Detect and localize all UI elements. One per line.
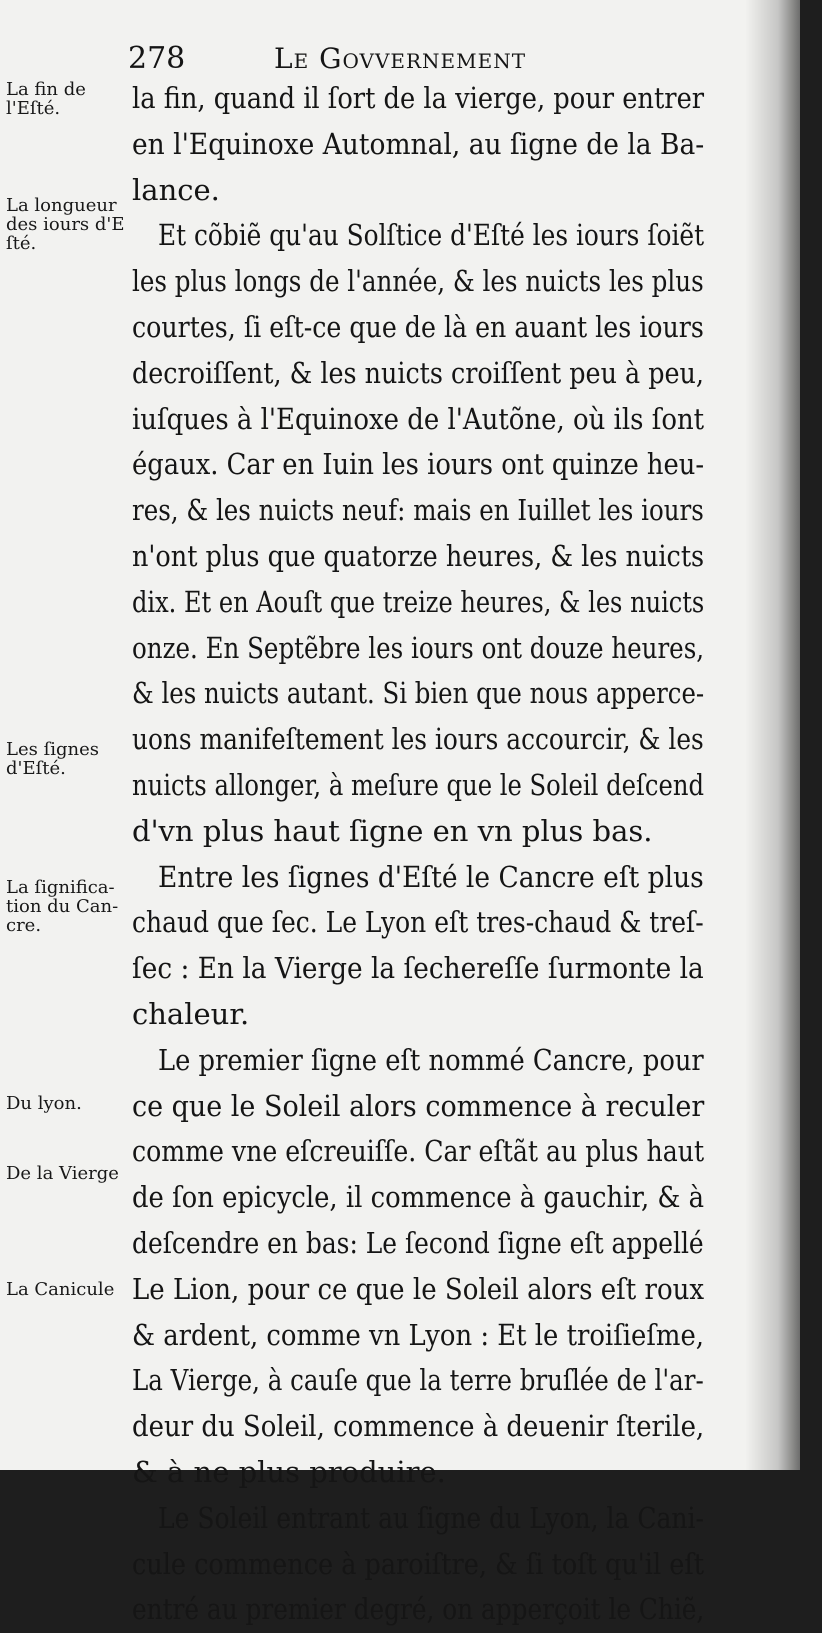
text-line: iuſques à l'Equinoxe de l'Autõne, où ils ſont	[132, 401, 705, 436]
text-line: onze. En Septẽbre les iours ont douze heures,	[132, 630, 705, 665]
text-line: lance.	[132, 172, 220, 207]
margin-note-line: l'Eſté.	[6, 98, 61, 119]
margin-note-line: Les ſignes	[6, 739, 99, 760]
text-line: Entre les ſignes d'Eſté le Cancre eſt plus	[158, 859, 704, 894]
page-number: 278	[128, 41, 186, 76]
text-line: chaud que ſec. Le Lyon eſt tres-chaud & treſ-	[132, 905, 704, 940]
text-line: & à ne plus produire.	[132, 1454, 446, 1489]
margin-note-line: d'Eſté.	[6, 758, 66, 779]
text-line: Le premier ſigne eſt nommé Cancre, pour	[158, 1042, 704, 1077]
margin-note-line: La Canicule	[6, 1279, 115, 1300]
text-line: d'vn plus haut ſigne en vn plus bas.	[132, 813, 653, 848]
margin-note-canicule	[6, 1280, 130, 1299]
text-line: comme vne eſcreuiſſe. Car eſtãt au plus haut	[132, 1134, 705, 1169]
text-line: nuicts allonger, à meſure que le Soleil deſcend	[132, 767, 704, 802]
margin-note-longueur-iours	[6, 196, 130, 253]
text-line: la fin, quand il ſort de la vierge, pour entrer	[132, 81, 705, 115]
text-line: res, & les nuicts neuf: mais en Iuillet les iours	[132, 493, 704, 528]
margin-note-line: La longueur	[6, 195, 117, 216]
text-line: deur du Soleil, commence à deuenir ſterile,	[132, 1409, 705, 1444]
margin-note-line: ſté.	[6, 233, 37, 254]
text-line: decroiſſent, & les nuicts croiſſent peu à peu,	[132, 355, 704, 390]
margin-note-line: tion du Can-	[6, 896, 119, 917]
text-line: deſcendre en bas: Le ſecond ſigne eſt appellé	[132, 1225, 704, 1260]
text-line: ce que le Soleil alors commence à reculer	[132, 1088, 705, 1123]
margin-notes	[6, 0, 130, 1470]
text-line: La Vierge, à cauſe que la terre bruſlée de l'ar-	[132, 1363, 704, 1398]
margin-note-line: La ſignifica-	[6, 877, 115, 898]
running-head: Le Govvernement	[274, 42, 527, 75]
main-text-block	[132, 76, 712, 1633]
text-line: dix. Et en Aouſt que treize heures, & les nuicts	[132, 584, 705, 619]
margin-note-de-la-vierge	[6, 1164, 130, 1183]
margin-note-signes-este	[6, 740, 130, 778]
text-line: & les nuicts autant. Si bien que nous apperce-	[132, 676, 705, 711]
margin-note-line: cre.	[6, 915, 42, 936]
margin-note-line: De la Vierge	[6, 1163, 119, 1184]
text-line: Et cõbiẽ qu'au Solſtice d'Eſté les iours ſoiẽt	[158, 218, 705, 253]
margin-note-du-lyon	[6, 1094, 130, 1113]
text-line: courtes, ſi eſt-ce que de là en auant les iours	[132, 309, 704, 344]
text-line: de ſon epicycle, il commence à gauchir, & à	[132, 1180, 705, 1215]
text-line: uons manifeſtement les iours accourcir, & les	[132, 722, 704, 757]
text-line: entré au premier degré, on apperçoit le Chiẽ,	[132, 1592, 705, 1627]
text-line: égaux. Car en Iuin les iours ont quinze heu-	[132, 447, 705, 482]
text-line: chaleur.	[132, 996, 250, 1031]
margin-note-line: des iours d'E	[6, 214, 125, 235]
margin-note-signification-cancre	[6, 878, 130, 935]
text-line: n'ont plus que quatorze heures, & les nuicts	[132, 538, 705, 573]
margin-note-line: La fin de	[6, 79, 86, 100]
margin-note-fin-este	[6, 80, 130, 118]
text-line: & ardent, comme vn Lyon : Et le troiſieſme,	[132, 1317, 704, 1352]
text-line: ſec : En la Vierge la ſechereſſe ſurmonte la	[132, 951, 704, 986]
text-line: cule commence à paroiſtre, & ſi toſt qu'il eſt	[132, 1546, 705, 1581]
margin-note-line: Du lyon.	[6, 1093, 82, 1114]
text-line: Le Soleil entrant au ſigne du Lyon, la Cani-	[158, 1500, 704, 1535]
text-line: les plus longs de l'année, & les nuicts les plus	[132, 264, 704, 299]
text-line: Le Lion, pour ce que le Soleil alors eſt roux	[132, 1271, 705, 1306]
text-line: en l'Equinoxe Automnal, au ſigne de la Ba-	[132, 126, 705, 161]
page-edge-shadow	[745, 0, 800, 1470]
